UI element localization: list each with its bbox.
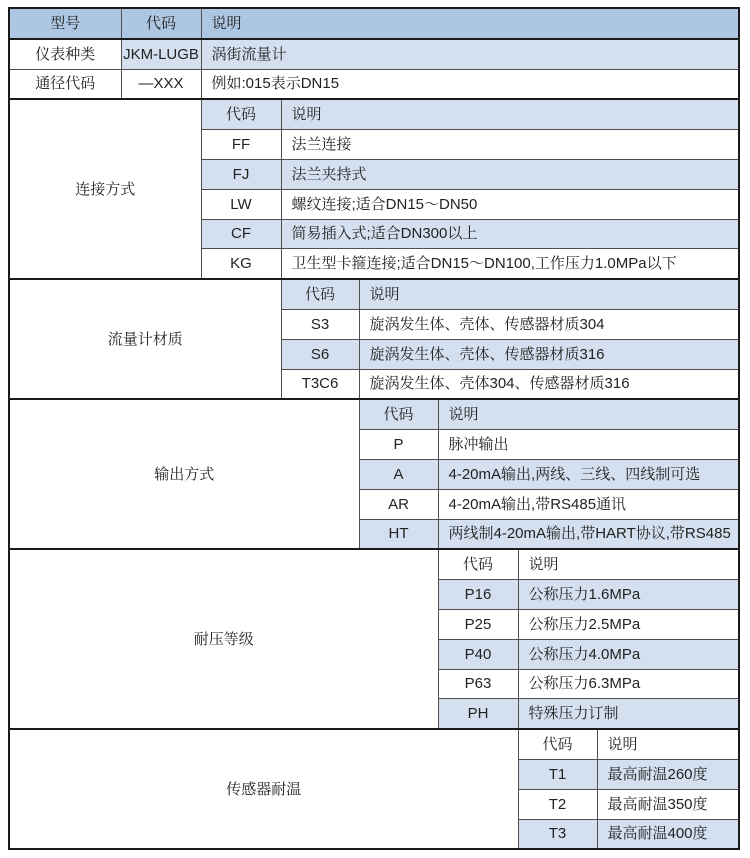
sub-header-description: 说明 [518,549,739,579]
code-cell: P [359,430,438,460]
sub-header-code: 代码 [201,99,281,129]
desc-cell: 公称压力6.3MPa [518,669,739,699]
code-cell: AR [359,489,438,519]
desc-cell: 简易插入式;适合DN300以上 [281,219,739,249]
desc-cell: 最高耐温400度 [597,819,739,849]
desc-cell: 法兰夹持式 [281,159,739,189]
desc-cell: 例如:015表示DN15 [201,69,739,99]
col-header-description: 说明 [201,8,739,39]
section-label-pressure-rating: 耐压等级 [9,549,438,729]
desc-cell: 旋涡发生体、壳体304、传感器材质316 [359,369,739,399]
table-row [9,729,739,759]
sub-header-description: 说明 [359,279,739,309]
desc-cell: 脉冲输出 [438,430,739,460]
code-cell: P16 [438,580,518,610]
desc-cell: 特殊压力订制 [518,699,739,729]
desc-cell: 涡街流量计 [201,39,739,69]
desc-cell: 两线制4-20mA输出,带HART协议,带RS485 [438,519,739,549]
code-cell: T2 [518,789,597,819]
desc-cell: 4-20mA输出,带RS485通讯 [438,489,739,519]
sub-header-description: 说明 [438,399,739,429]
section-label-connection-type: 连接方式 [9,99,201,279]
code-cell: HT [359,519,438,549]
desc-cell: 公称压力2.5MPa [518,609,739,639]
spec-table [8,7,740,850]
spec-table-body [9,8,739,849]
sub-header-description: 说明 [281,99,739,129]
row-label-instrument-type: 仪表种类 [9,39,121,69]
desc-cell: 最高耐温350度 [597,789,739,819]
desc-cell: 4-20mA输出,两线、三线、四线制可选 [438,459,739,489]
desc-cell: 公称压力1.6MPa [518,580,739,610]
code-cell: KG [201,249,281,279]
code-cell: S3 [281,309,359,339]
section-label-output-mode: 输出方式 [9,399,359,549]
code-cell: P25 [438,609,518,639]
row-label-diameter-code: 通径代码 [9,69,121,99]
desc-cell: 旋涡发生体、壳体、传感器材质316 [359,339,739,369]
code-cell: PH [438,699,518,729]
code-cell: P63 [438,669,518,699]
desc-cell: 公称压力4.0MPa [518,639,739,669]
code-cell: A [359,459,438,489]
table-row [9,399,739,429]
table-row [9,279,739,309]
desc-cell: 螺纹连接;适合DN15～DN50 [281,189,739,219]
code-cell: FF [201,130,281,160]
code-cell: —XXX [121,69,201,99]
table-row [9,99,739,129]
col-header-code: 代码 [121,8,201,39]
code-cell: LW [201,189,281,219]
sub-header-code: 代码 [518,729,597,759]
table-row [9,69,739,99]
sub-header-code: 代码 [359,399,438,429]
table-row [9,549,739,579]
desc-cell: 卫生型卡箍连接;适合DN15～DN100,工作压力1.0MPa以下 [281,249,739,279]
code-cell: P40 [438,639,518,669]
desc-cell: 法兰连接 [281,130,739,160]
table-row [9,8,739,39]
sub-header-code: 代码 [438,549,518,579]
desc-cell: 最高耐温260度 [597,759,739,789]
code-cell: CF [201,219,281,249]
code-cell: T3 [518,819,597,849]
code-cell: S6 [281,339,359,369]
desc-cell: 旋涡发生体、壳体、传感器材质304 [359,309,739,339]
section-label-sensor-temperature: 传感器耐温 [9,729,518,849]
code-cell: T1 [518,759,597,789]
code-cell: T3C6 [281,369,359,399]
code-cell: JKM-LUGB [121,39,201,69]
sub-header-code: 代码 [281,279,359,309]
col-header-model: 型号 [9,8,121,39]
section-label-flowmeter-material: 流量计材质 [9,279,281,399]
table-row [9,39,739,69]
code-cell: FJ [201,159,281,189]
sub-header-description: 说明 [597,729,739,759]
